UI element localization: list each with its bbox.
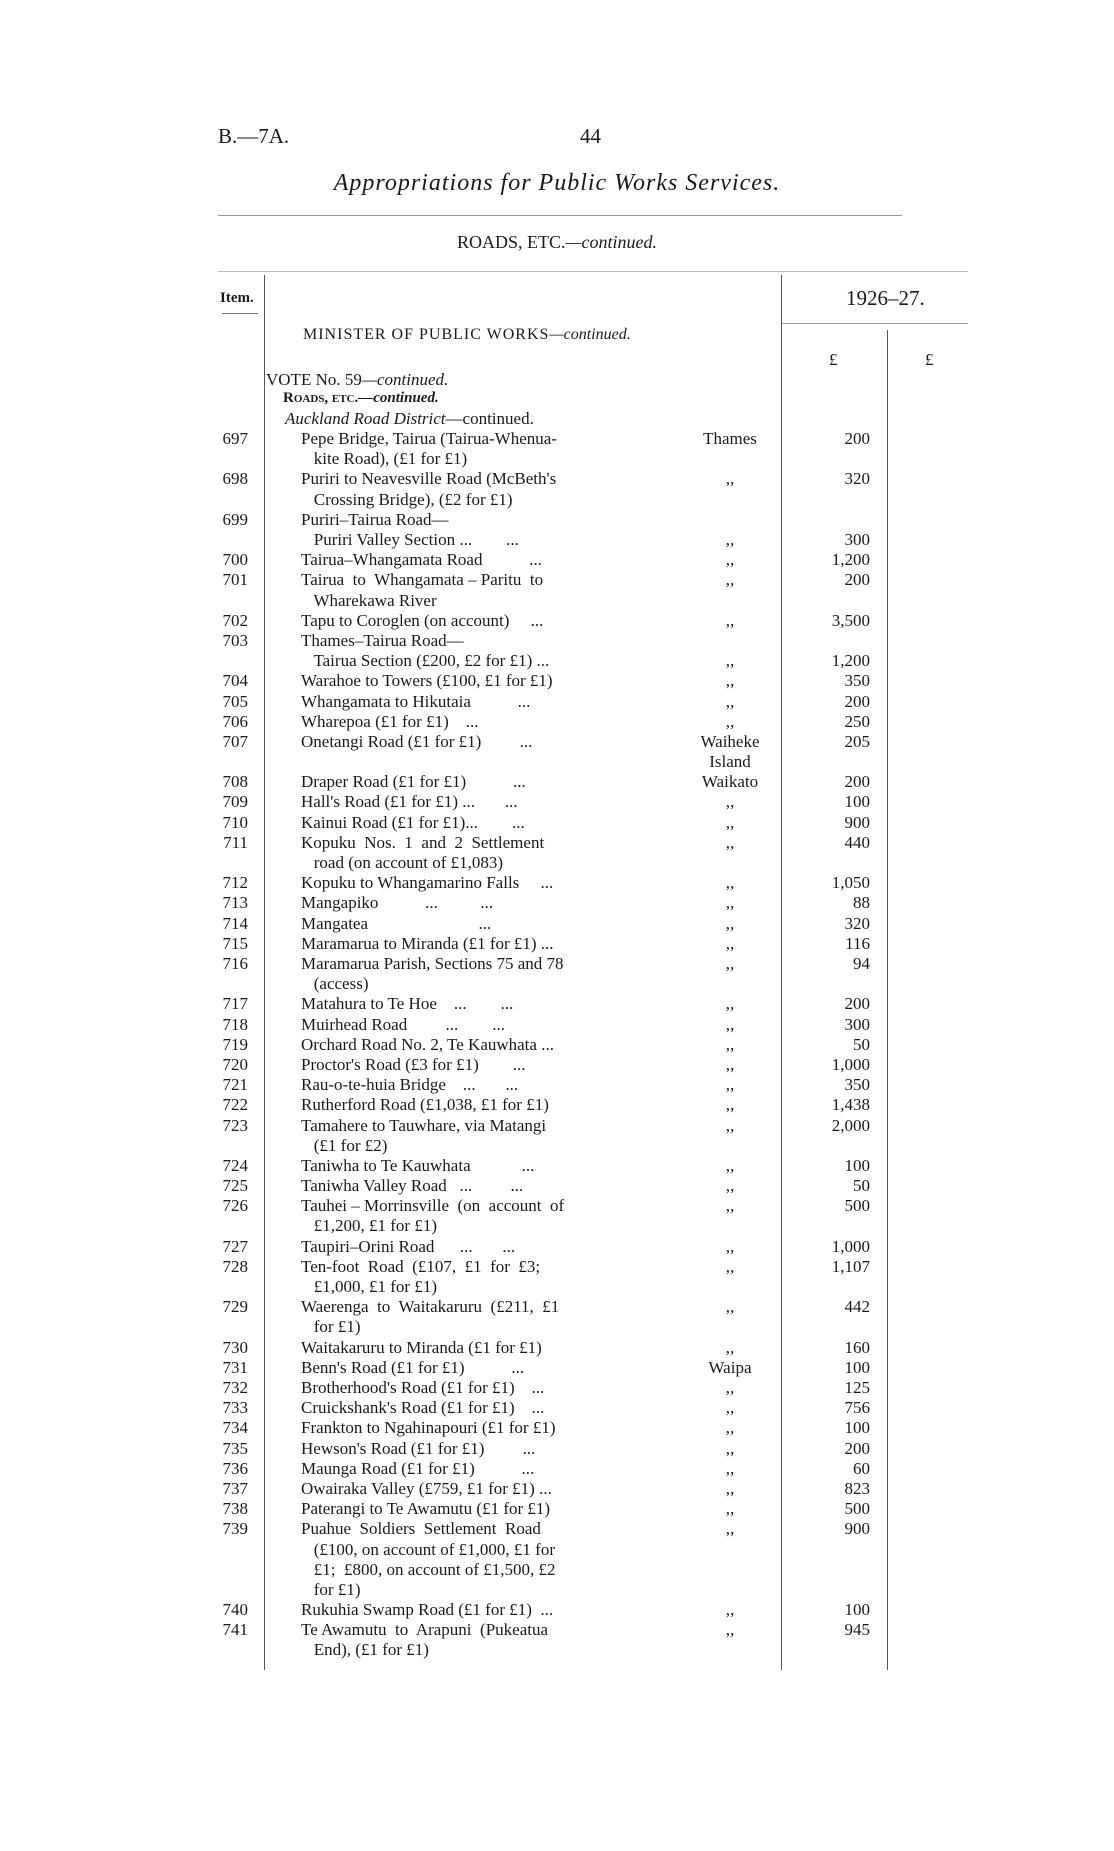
item-description: Tairua–Whangamata Road ...: [301, 550, 542, 570]
item-district: ,,: [725, 953, 735, 973]
item-description: Kopuku to Whangamarino Falls ...: [301, 873, 554, 893]
item-amount: 200: [844, 1438, 870, 1458]
table-row: [0, 1297, 1114, 1337]
item-description: Pepe Bridge, Tairua (Tairua-Whenua-: [301, 429, 557, 448]
item-number: 714: [222, 913, 248, 933]
item-description: Hewson's Road (£1 for £1) ...: [301, 1438, 536, 1458]
item-description: Puriri to Neavesville Road (McBeth's: [301, 469, 557, 489]
item-amount: 100: [844, 1155, 870, 1175]
item-number: 708: [222, 772, 248, 792]
item-header-underline: [222, 313, 258, 314]
item-description: Tairua Section (£200, £2 for £1) ...: [301, 651, 550, 671]
item-description: Rau-o-te-huia Bridge ... ...: [301, 1075, 519, 1095]
item-amount: 200: [844, 772, 870, 792]
table-row: [0, 934, 1114, 954]
item-amount: 50: [853, 1176, 870, 1196]
item-number: 697: [222, 429, 248, 448]
item-amount: 1,200: [831, 550, 870, 570]
item-district: ,,: [725, 1438, 735, 1458]
table-row: [0, 1257, 1114, 1297]
table-row: [0, 732, 1114, 772]
table-row: [0, 1398, 1114, 1418]
page-number: 44: [580, 124, 601, 148]
item-amount: 1,000: [831, 1236, 870, 1256]
item-number: 707: [222, 731, 248, 751]
item-description: (access): [301, 974, 369, 994]
table-row: [0, 1499, 1114, 1519]
item-number: 723: [222, 1115, 248, 1135]
document-reference: B.—7A.: [218, 124, 290, 148]
item-description: £1; £800, on account of £1,500, £2: [301, 1559, 556, 1579]
item-description: Taniwha to Te Kauwhata ...: [301, 1155, 535, 1175]
item-amount: 1,438: [831, 1095, 870, 1115]
item-amount: 125: [844, 1378, 870, 1397]
item-description: Tauhei – Morrinsville (on account of: [301, 1196, 565, 1216]
item-amount: 3,500: [831, 610, 870, 630]
item-amount: 2,000: [831, 1115, 870, 1135]
item-number: 720: [222, 1054, 248, 1074]
item-district: ,,: [725, 1115, 735, 1135]
table-row: [0, 873, 1114, 893]
table-row: [0, 692, 1114, 712]
item-description: Orchard Road No. 2, Te Kauwhata ...: [301, 1034, 554, 1054]
item-district: ,,: [725, 1398, 735, 1418]
item-district: Thames: [703, 429, 757, 448]
item-description: Rukuhia Swamp Road (£1 for £1) ...: [301, 1600, 554, 1620]
table-row: [0, 1055, 1114, 1075]
item-district: ,,: [725, 1176, 735, 1196]
item-amount: 300: [844, 529, 870, 549]
item-district: ,,: [725, 1499, 735, 1519]
item-description: Taupiri–Orini Road ... ...: [301, 1236, 516, 1256]
item-number: 710: [222, 812, 248, 832]
item-description: (£1 for £2): [301, 1135, 388, 1155]
item-amount: 60: [853, 1458, 870, 1478]
item-district: ,,: [725, 1378, 735, 1397]
item-district: ,,: [725, 529, 735, 549]
item-district: ,,: [725, 1034, 735, 1054]
item-amount: 500: [844, 1499, 870, 1519]
section-heading: ROADS, ETC.—continued.: [456, 232, 657, 252]
item-number: 741: [222, 1620, 248, 1640]
item-district: Island: [709, 752, 751, 772]
item-description: Benn's Road (£1 for £1) ...: [301, 1357, 525, 1377]
table-row: [0, 792, 1114, 812]
item-number: 713: [222, 893, 248, 913]
item-number: 736: [222, 1458, 248, 1478]
item-description: Maunga Road (£1 for £1) ...: [301, 1458, 535, 1478]
year-header-rule: [781, 323, 968, 324]
item-number: 722: [222, 1095, 248, 1115]
item-district: ,,: [725, 1600, 735, 1620]
item-description: for £1): [301, 1579, 361, 1599]
item-number: 709: [222, 792, 248, 812]
item-district: ,,: [725, 550, 735, 570]
table-top-rule: [218, 271, 968, 272]
item-number: 706: [222, 711, 248, 731]
item-district: ,,: [725, 469, 735, 489]
item-district: ,,: [725, 610, 735, 630]
item-number: 721: [222, 1075, 248, 1095]
item-amount: 100: [844, 1600, 870, 1620]
item-district: ,,: [725, 570, 735, 590]
table-row: [0, 1459, 1114, 1479]
year-column-header: 1926–27.: [846, 286, 925, 310]
item-description: Mangapiko ... ...: [301, 893, 494, 913]
item-amount: 50: [853, 1034, 870, 1054]
item-amount: 200: [844, 691, 870, 711]
table-row: [0, 1338, 1114, 1358]
item-amount: 500: [844, 1196, 870, 1216]
item-description: Frankton to Ngahinapouri (£1 for £1): [301, 1418, 556, 1438]
item-description: Maramarua to Miranda (£1 for £1) ...: [301, 933, 554, 953]
item-number: 729: [222, 1297, 248, 1317]
item-description: Kopuku Nos. 1 and 2 Settlement: [301, 832, 545, 852]
item-amount: 88: [853, 893, 870, 913]
title-rule: [218, 215, 902, 216]
item-district: ,,: [725, 1075, 735, 1095]
item-description: road (on account of £1,083): [301, 853, 504, 873]
item-district: ,,: [725, 1196, 735, 1216]
item-number: 728: [222, 1256, 248, 1276]
item-amount: 100: [844, 1357, 870, 1377]
item-description: Matahura to Te Hoe ... ...: [301, 994, 514, 1014]
item-number: 740: [222, 1600, 248, 1620]
item-number: 727: [222, 1236, 248, 1256]
item-district: ,,: [725, 1458, 735, 1478]
table-row: [0, 833, 1114, 873]
item-description: Tamahere to Tauwhare, via Matangi: [301, 1115, 547, 1135]
item-description: (£100, on account of £1,000, £1 for: [301, 1539, 556, 1559]
item-number: 733: [222, 1398, 248, 1418]
item-description: Proctor's Road (£3 for £1) ...: [301, 1054, 526, 1074]
item-district: ,,: [725, 1054, 735, 1074]
item-description: Rutherford Road (£1,038, £1 for £1): [301, 1095, 549, 1115]
item-description: Waitakaruru to Miranda (£1 for £1): [301, 1337, 542, 1357]
table-row: [0, 994, 1114, 1014]
item-number: 716: [222, 953, 248, 973]
item-amount: 442: [844, 1297, 870, 1317]
item-description: Crossing Bridge), (£2 for £1): [301, 489, 513, 509]
table-row: [0, 570, 1114, 610]
table-row: [0, 550, 1114, 570]
pound-label-left: £: [829, 350, 838, 369]
item-amount: 1,000: [831, 1054, 870, 1074]
item-amount: 900: [844, 812, 870, 832]
item-number: 698: [222, 469, 248, 489]
item-number: 731: [222, 1357, 248, 1377]
pound-label-right: £: [925, 350, 934, 369]
item-number: 702: [222, 610, 248, 630]
item-description: Cruickshank's Road (£1 for £1) ...: [301, 1398, 545, 1418]
item-amount: 823: [844, 1478, 870, 1498]
item-district: ,,: [725, 1337, 735, 1357]
table-row: [0, 1418, 1114, 1438]
table-row: [0, 1156, 1114, 1176]
item-district: ,,: [725, 994, 735, 1014]
item-number: 701: [222, 570, 248, 590]
item-description: Draper Road (£1 for £1) ...: [301, 772, 526, 792]
item-number: 725: [222, 1176, 248, 1196]
item-number: 738: [222, 1499, 248, 1519]
item-amount: 756: [844, 1398, 870, 1418]
item-district: ,,: [725, 893, 735, 913]
item-district: ,,: [725, 1014, 735, 1034]
item-amount: 350: [844, 1075, 870, 1095]
table-row: [0, 1358, 1114, 1378]
item-description: Onetangi Road (£1 for £1) ...: [301, 731, 533, 751]
item-district: Waikato: [701, 772, 759, 792]
item-description: Whangamata to Hikutaia ...: [301, 691, 531, 711]
item-amount: 440: [844, 832, 870, 852]
item-description: Mangatea ...: [301, 913, 492, 933]
item-description: Warahoe to Towers (£100, £1 for £1): [301, 671, 553, 691]
table-row: [0, 893, 1114, 913]
table-row: [0, 429, 1114, 469]
table-row: [0, 954, 1114, 994]
item-description: Waerenga to Waitakaruru (£211, £1: [301, 1297, 560, 1317]
item-number: 711: [223, 832, 248, 852]
item-description: kite Road), (£1 for £1): [301, 449, 468, 469]
table-row: [0, 671, 1114, 691]
item-amount: 1,050: [831, 873, 870, 893]
item-number: 718: [222, 1014, 248, 1034]
item-district: ,,: [725, 1297, 735, 1317]
table-row: [0, 1075, 1114, 1095]
item-district: ,,: [725, 691, 735, 711]
item-number: 726: [222, 1196, 248, 1216]
table-row: [0, 510, 1114, 550]
item-description: Puriri Valley Section ... ...: [301, 529, 519, 549]
table-row: [0, 1378, 1114, 1398]
item-amount: 116: [845, 933, 870, 953]
item-description: Puahue Soldiers Settlement Road: [301, 1519, 541, 1539]
table-row: [0, 914, 1114, 934]
item-district: ,,: [725, 913, 735, 933]
item-amount: 160: [844, 1337, 870, 1357]
item-description: Thames–Tairua Road—: [301, 630, 464, 650]
item-district: ,,: [725, 1095, 735, 1115]
appropriations-table: [0, 429, 1114, 1661]
item-description: Tapu to Coroglen (on account) ...: [301, 610, 544, 630]
item-number: 705: [222, 691, 248, 711]
item-description: Hall's Road (£1 for £1) ... ...: [301, 792, 518, 812]
item-amount: 100: [844, 1418, 870, 1438]
item-district: ,,: [725, 1478, 735, 1498]
table-row: [0, 1620, 1114, 1660]
item-description: Brotherhood's Road (£1 for £1) ...: [301, 1378, 545, 1397]
item-district: ,,: [725, 1256, 735, 1276]
item-number: 704: [222, 671, 248, 691]
table-row: [0, 1095, 1114, 1115]
item-amount: 945: [844, 1620, 870, 1640]
item-district: ,,: [725, 933, 735, 953]
item-number: 712: [222, 873, 248, 893]
item-number: 734: [222, 1418, 248, 1438]
table-row: [0, 1519, 1114, 1600]
item-number: 737: [222, 1478, 248, 1498]
item-number: 700: [222, 550, 248, 570]
table-row: [0, 1600, 1114, 1620]
item-district: ,,: [725, 812, 735, 832]
item-description: Wharekawa River: [301, 590, 437, 610]
item-district: ,,: [725, 1155, 735, 1175]
table-row: [0, 1015, 1114, 1035]
item-amount: 200: [844, 994, 870, 1014]
item-district: Waiheke: [700, 731, 760, 751]
item-amount: 320: [844, 469, 870, 489]
item-district: ,,: [725, 792, 735, 812]
table-row: [0, 1439, 1114, 1459]
item-number: 739: [222, 1519, 248, 1539]
district-heading: Auckland Road District—continued.: [285, 409, 534, 428]
item-number: 703: [222, 630, 248, 650]
table-row: [0, 1237, 1114, 1257]
table-row: [0, 611, 1114, 631]
item-description: for £1): [301, 1317, 361, 1337]
item-number: 717: [222, 994, 248, 1014]
item-number: 735: [222, 1438, 248, 1458]
item-description: Tairua to Whangamata – Paritu to: [301, 570, 544, 590]
item-description: Muirhead Road ... ...: [301, 1014, 505, 1034]
item-district: ,,: [725, 1418, 735, 1438]
item-amount: 94: [853, 953, 870, 973]
item-column-header: Item.: [220, 290, 254, 306]
table-row: [0, 631, 1114, 671]
item-amount: 900: [844, 1519, 870, 1539]
vote-heading: VOTE No. 59—continued.: [266, 370, 449, 389]
item-description: Kainui Road (£1 for £1)... ...: [301, 812, 525, 832]
table-row: [0, 1176, 1114, 1196]
table-row: [0, 1116, 1114, 1156]
page-title: Appropriations for Public Works Services.: [333, 170, 781, 196]
item-district: ,,: [725, 873, 735, 893]
item-description: End), (£1 for £1): [301, 1640, 429, 1660]
item-description: Paterangi to Te Awamutu (£1 for £1): [301, 1499, 551, 1519]
table-row: [0, 772, 1114, 792]
item-description: Owairaka Valley (£759, £1 for £1) ...: [301, 1478, 552, 1498]
item-number: 715: [222, 933, 248, 953]
item-description: Maramarua Parish, Sections 75 and 78: [301, 953, 564, 973]
table-row: [0, 813, 1114, 833]
item-description: Ten-foot Road (£107, £1 for £3;: [301, 1256, 541, 1276]
item-district: Waipa: [708, 1357, 752, 1377]
item-district: ,,: [725, 671, 735, 691]
item-number: 719: [222, 1034, 248, 1054]
minister-heading: MINISTER OF PUBLIC WORKS—continued.: [303, 326, 631, 343]
item-description: Te Awamutu to Arapuni (Pukeatua: [301, 1620, 549, 1640]
item-amount: 1,107: [831, 1256, 870, 1276]
item-amount: 350: [844, 671, 870, 691]
item-amount: 1,200: [831, 651, 870, 671]
item-number: 699: [222, 509, 248, 529]
item-district: ,,: [725, 832, 735, 852]
item-district: ,,: [725, 651, 735, 671]
item-amount: 100: [844, 792, 870, 812]
item-description: Taniwha Valley Road ... ...: [301, 1176, 524, 1196]
item-district: ,,: [725, 1236, 735, 1256]
item-number: 730: [222, 1337, 248, 1357]
item-district: ,,: [725, 711, 735, 731]
item-description: £1,200, £1 for £1): [301, 1216, 437, 1236]
item-amount: 205: [844, 731, 870, 751]
item-number: 724: [222, 1155, 248, 1175]
item-amount: 200: [844, 429, 870, 448]
item-amount: 200: [844, 570, 870, 590]
item-amount: 300: [844, 1014, 870, 1034]
item-description: Wharepoa (£1 for £1) ...: [301, 711, 479, 731]
item-description: £1,000, £1 for £1): [301, 1277, 437, 1297]
item-amount: 320: [844, 913, 870, 933]
table-row: [0, 1035, 1114, 1055]
roads-subheading: Roads, etc.—continued.: [283, 390, 439, 406]
item-district: ,,: [725, 1519, 735, 1539]
table-row: [0, 1479, 1114, 1499]
item-district: ,,: [725, 1620, 735, 1640]
item-description: Puriri–Tairua Road—: [301, 509, 449, 529]
table-row: [0, 469, 1114, 509]
item-amount: 250: [844, 711, 870, 731]
table-row: [0, 1196, 1114, 1236]
item-number: 732: [222, 1378, 248, 1397]
table-row: [0, 712, 1114, 732]
